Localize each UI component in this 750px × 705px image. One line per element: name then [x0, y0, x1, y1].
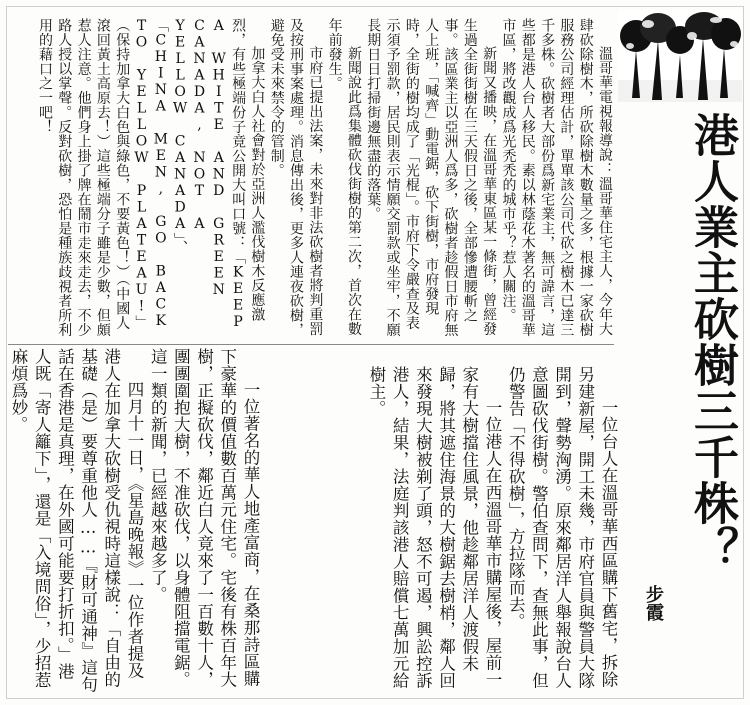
column-divider	[8, 344, 614, 345]
trees-illustration-icon	[618, 10, 742, 102]
paragraph: 加拿大白人社會對於亞洲人濫伐樹木反應激烈，有些極端份子竟公開大叫口號：「KEEP A WHITE AND GREEN CANADA, NOT A YELLOW CANADA」、「CHINA MEN, GO BACK TO YELLOW PLATEAU!」（保持加拿大白色與綠色，不要黃色！）（中國人滾回黃土高原去！）這些極端分子雖是少數，但頗惹人注意。他們身上掛了牌在鬧市走來走去，不少路人授以掌聲。反對砍樹，恐怕是種族歧視者所利用的藉口之一吧！	[36, 18, 266, 337]
paragraph: 溫哥華電視報導說：溫哥華住宅主人，今年大肆砍除樹木，所砍除樹木數量之多，根據一家砍樹服務公司經理估計，單單該公司代砍之樹木已達三千多株。砍樹者大部份爲新宅業主，無可諱言，這些都是港人台人移民。素以林蔭花木著名的溫哥華市區，將改觀成爲光禿禿的城市乎？惹人關注。	[500, 18, 613, 337]
paragraph: 新聞說此爲集體砍伐街樹的第二次，首次在數年前發生。	[326, 18, 362, 336]
article-author: 步霞	[643, 585, 664, 621]
paragraph: 四月十一日，《星島晚報》一位作者提及港人在加拿大砍樹受仇視時這樣說：「自由的基礎（是）要尊重他人……『財可通神』這句話在香港是真理，在外國可能要打折扣。」港人既「寄人籬下」，還是「入境問俗」，少招惹麻煩爲妙。	[8, 348, 144, 693]
paragraph: 一位著名的華人地產富商，在桑那詩區購下豪華的價值數百萬元住宅。宅後有株百年大樹，正擬砍伐，鄰近白人竟來了一百數十人，團團圍抱大樹，不准砍伐，以身體阻擋電鋸。這一類的新聞，已經越來越多了。	[148, 348, 260, 688]
paragraph: 新聞又播映，在溫哥華東區某一條街，曾經發生過全街街樹在三天假日之後，全部慘遭腰斬之事。該區業主以亞洲人爲多，砍樹者趁假日市府無人上班，「喊齊」動電鋸，砍下街樹，市府發現時，全街的樹均成了「光棍」。市府下令嚴查及表示須予罰款，居民則表示情願交罰款或坐牢，不願長期日日打掃街邊無盡的落葉。	[365, 18, 498, 337]
article-body-bottom-right	[262, 366, 620, 691]
paragraph: 一位港人在西溫哥華市購屋後，屋前一家有大樹擋住風景，他趁鄰居洋人渡假未歸，將其遮住海景的大樹鋸去樹梢，鄰人回來發現大樹被剃了頭，怒不可遏，興訟控訴港人，結果，法庭判該港人賠償七萬加元給樹主。	[366, 366, 502, 689]
paragraph: 一位台人在溫哥華西區購下舊宅，拆除另建新屋，開工未幾，市府官員與警員大隊開到，聲勢洶湧。原來鄰居洋人舉報說台人意圖砍伐街樹。警伯查問下，查無此事，但仍警告「不得砍樹」，方拉隊而去。	[506, 366, 618, 689]
article-title: 港人業主砍樹三千株？	[686, 112, 739, 572]
article-body-top	[8, 18, 614, 340]
paragraph: 市府已提出法案，未來對非法砍樹者將判重罰及按刑事案處理。消息傳出後，更多人連夜砍樹，避免受未來禁令的管制。	[268, 18, 324, 337]
article-body-bottom-left	[8, 348, 262, 693]
